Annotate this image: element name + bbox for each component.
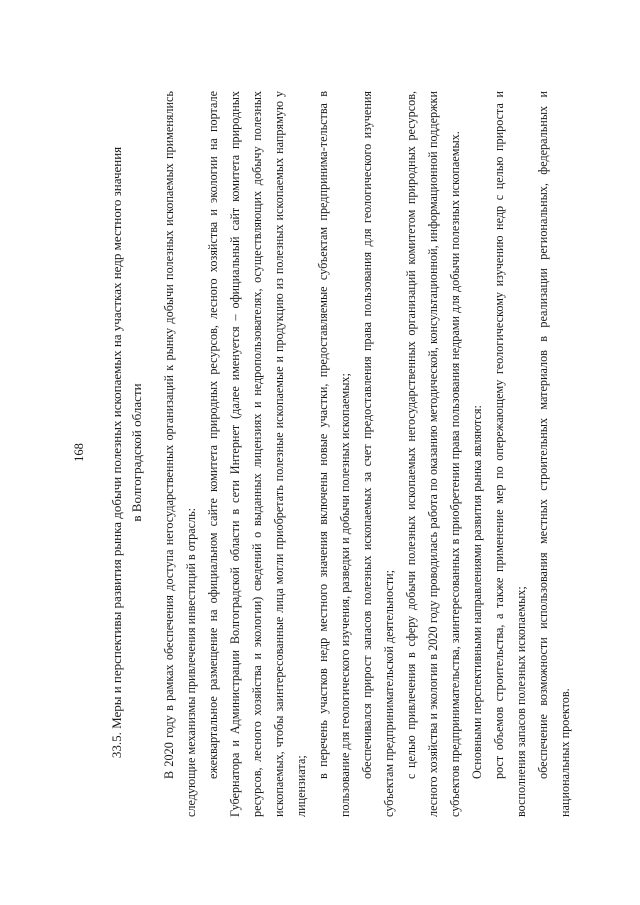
- section-heading-line-2: в Волгоградской области: [129, 383, 144, 522]
- paragraph-prospects-intro: Основными перспективными направлениями развития рынка являются:: [470, 405, 484, 779]
- paragraph-reserves-growth: обеспечивался прирост запасов полезных ископаемых за счет предоставления права пользования для геологического изучения субъектам предпринимательской деятельности;: [360, 91, 396, 817]
- paragraph-quarterly-publication: ежеквартальное размещение на официальном сайте комитета природных ресурсов, лесного хозяйства и экологии на портале Губернатора и Администрации Волгоградской области в сети Интернет (далее именуется – официальный сайт комитета природных ресурсов, лесного хозяйства и экологии) сведений о выданных лицензиях и недропользователях, осуществляющих добычу полезных ископаемых, чтобы заинтересованные лица могли приобретать полезные ископаемые и продукцию из полезных ископаемых напрямую у лицензиата;: [206, 91, 308, 817]
- paragraph-new-plots: в перечень участков недр местного значения включены новые участки, предоставляемые субъектам предпринима-тельства в пользование для геологического изучения, разведки и добычи полезных ископаемых;: [316, 91, 352, 817]
- body-text: [158, 91, 576, 817]
- section-heading-line-1: 33.5. Меры и перспективы развития рынка добычи полезных ископаемых на участках недр местного значения: [109, 146, 124, 759]
- page-number: 168: [72, 443, 86, 462]
- paragraph-intro: В 2020 году в рамках обеспечения доступа негосударственных организаций к рынку добычи полезных ископаемых применялись следующие механизмы привлечения инвестиций в отрасль:: [162, 91, 198, 817]
- paragraph-construction-growth: рост объемов строительства, а также применение мер по опережающему геологическому изучению недр с целью прироста и восполнения запасов полезных ископаемых;: [492, 91, 528, 817]
- paragraph-support: с целью привлечения в сферу добычи полезных ископаемых негосударственных организаций комитетом природных ресурсов, лесного хозяйства и экологии в 2020 году проводилась работа по оказанию методической, консультационной, информационной поддержки субъектов предпринимательства, заинтересованных в приобретении права пользования недрами для добычи полезных ископаемых.: [404, 91, 462, 817]
- paragraph-local-materials: обеспечение возможности использования местных строительных материалов в реализации региональных, федеральных и национальных проектов.: [536, 91, 572, 817]
- section-heading: [107, 90, 147, 815]
